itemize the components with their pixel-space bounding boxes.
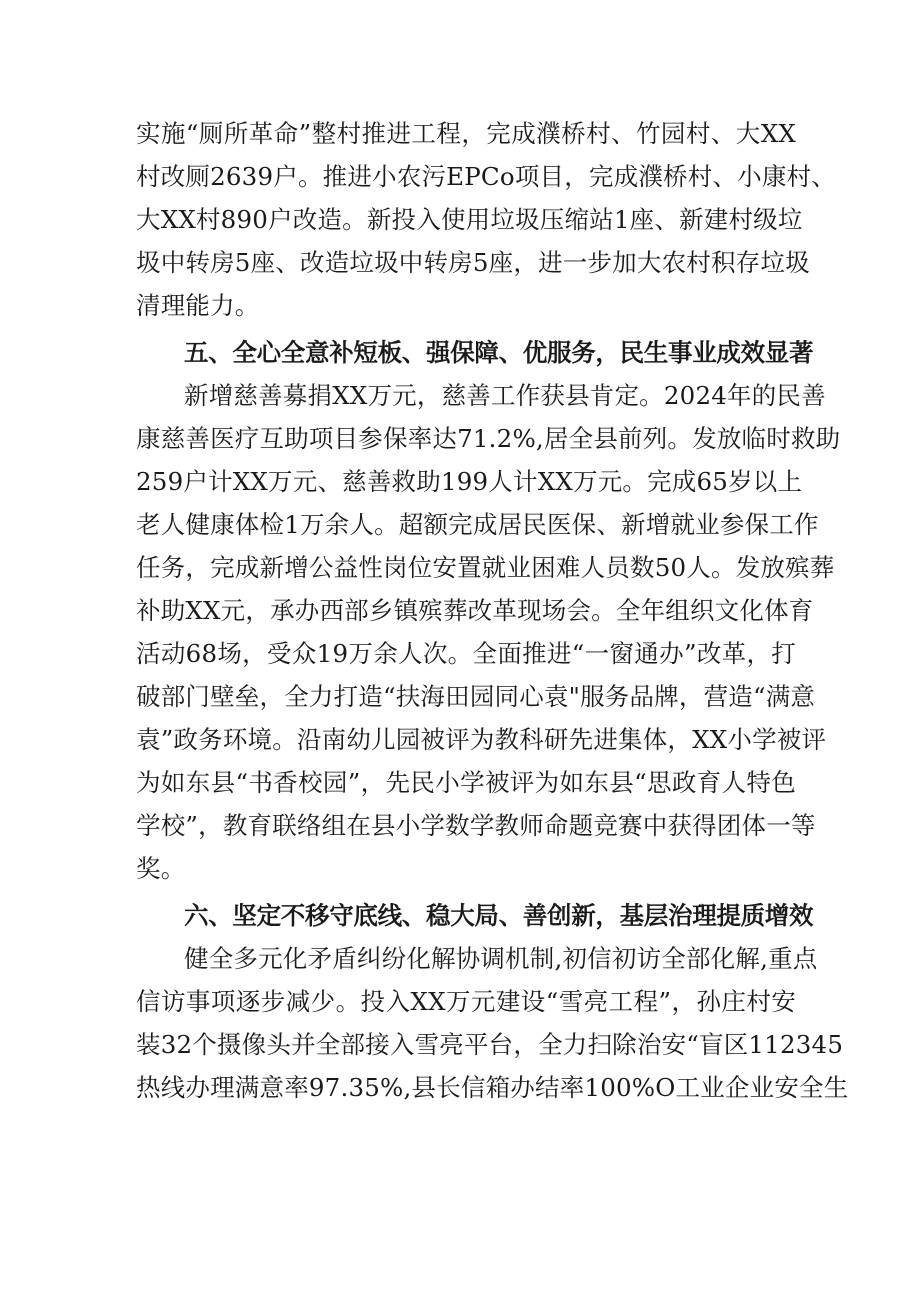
section-5-heading: 五、全心全意补短板、强保障、优服务，民生事业成效显著	[184, 338, 814, 367]
text-line: 老人健康体检1万余人。超额完成居民医保、新增就业参保工作	[136, 510, 819, 539]
section-6-body	[136, 937, 849, 1109]
text-line: 任务，完成新增公益性岗位安置就业困难人员数50人。发放殡葬	[136, 553, 835, 582]
text-line: 装32个摄像头并全部接入雪亮平台，全力扫除治安“盲区112345	[136, 1030, 844, 1059]
text-line: 村改厕2639户。推进小农污EPCo项目，完成濮桥村、小康村、	[136, 162, 836, 191]
text-line: 热线办理满意率97.35%,县长信箱办结率100%O工业企业安全生	[136, 1073, 849, 1102]
text-line: 学校”，教育联络组在县小学数学教师命题竞赛中获得团体一等	[136, 811, 816, 840]
text-line: 清理能力。	[136, 291, 260, 320]
text-line: 信访事项逐步减少。投入XX万元建设“雪亮工程”，孙庄村安	[136, 987, 796, 1016]
text-line: 259户计XX万元、慈善救助199人计XX万元。完成65岁以上	[136, 467, 803, 496]
paragraph-1	[136, 112, 836, 327]
text-line: 康慈善医疗互助项目参保率达71.2%,居全县前列。发放临时救助	[136, 424, 841, 453]
text-line: 实施“厕所革命”整村推进工程，完成濮桥村、竹园村、大XX	[136, 119, 796, 148]
text-line: 为如东县“书香校园”，先民小学被评为如东县“思政育人特色	[136, 768, 796, 797]
section-6-heading: 六、坚定不移守底线、稳大局、善创新，基层治理提质增效	[184, 901, 814, 930]
text-line: 袁”政务环境。沿南幼儿园被评为教科研先进集体，XX小学被评	[136, 725, 827, 754]
text-line: 活动68场，受众19万余人次。全面推进“一窗通办”改革，打	[136, 639, 796, 668]
text-line: 奖。	[136, 854, 186, 883]
text-line: 新增慈善募捐XX万元，慈善工作获县肯定。2024年的民善	[184, 381, 826, 410]
text-line: 健全多元化矛盾纠纷化解协调机制,初信初访全部化解,重点	[184, 944, 818, 973]
text-line: 圾中转房5座、改造垃圾中转房5座，进一步加大农村积存垃圾	[136, 248, 810, 277]
document-page	[136, 112, 849, 1109]
text-line: 大XX村890户改造。新投入使用垃圾压缩站1座、新建村级垃	[136, 205, 803, 234]
text-line: 补助XX元，承办西部乡镇殡葬改革现场会。全年组织文化体育	[136, 596, 814, 625]
section-5-body	[136, 374, 841, 890]
text-line: 破部门壁垒，全力打造“扶海田园同心袁"服务品牌，营造“满意	[136, 682, 816, 711]
